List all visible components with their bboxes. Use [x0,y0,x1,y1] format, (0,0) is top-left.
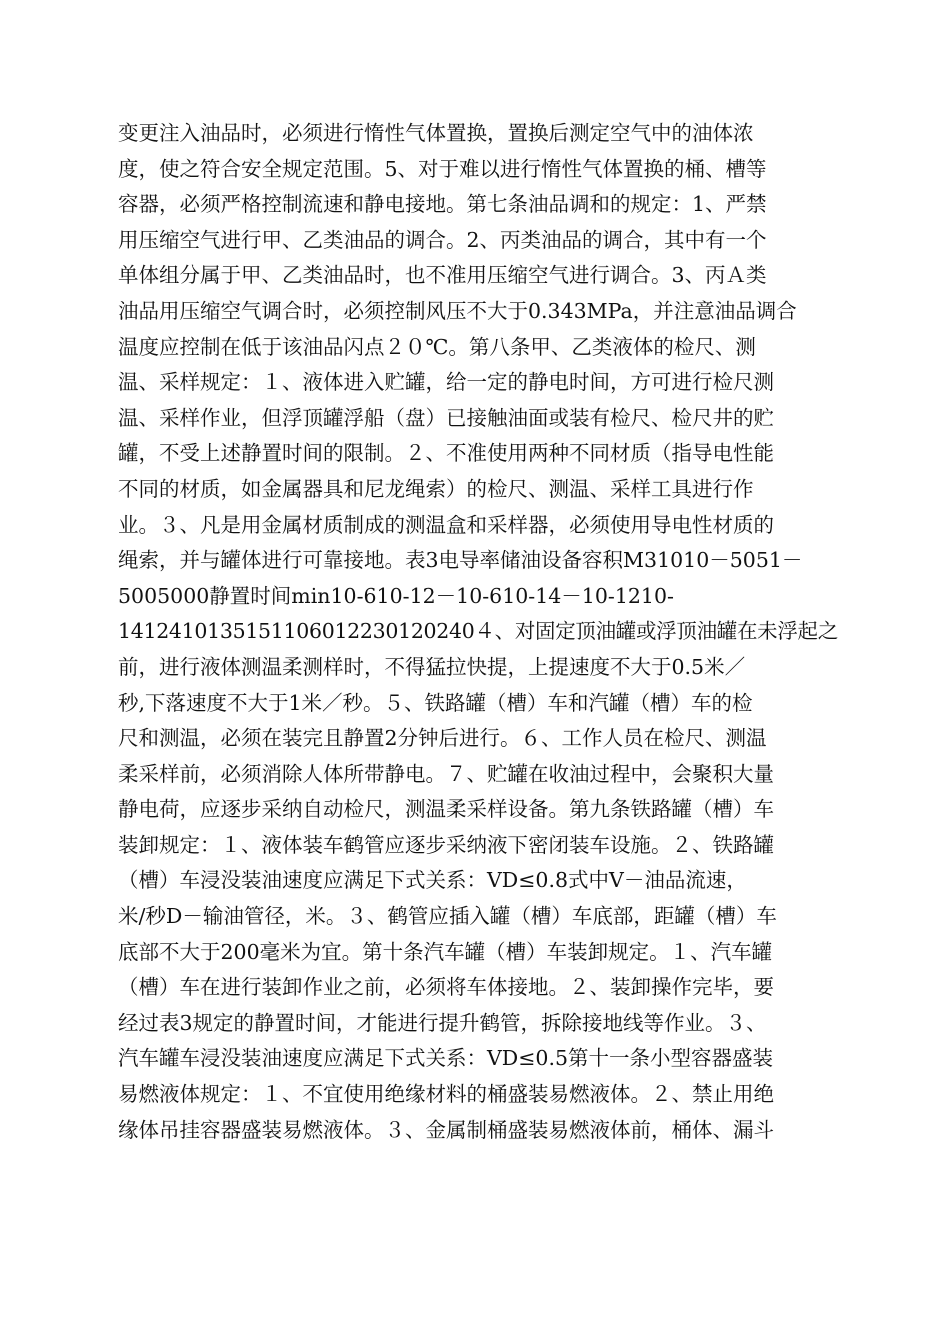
text-line: （槽）车浸没装油速度应满足下式关系：VD≤0.8式中V－油品流速， [118,868,747,893]
text-line: 缘体吊挂容器盛装易燃液体。３、金属制桶盛装易燃液体前，桶体、漏斗 [118,1117,774,1142]
text-line: 秒,下落速度不大于1米／秒。５、铁路罐（槽）车和汽罐（槽）车的检 [118,690,753,715]
text-line: 温、采样规定：１、液体进入贮罐，给一定的静电时间，方可进行检尺测 [118,370,774,395]
text-line: 变更注入油品时，必须进行惰性气体置换，置换后测定空气中的油体浓 [118,121,754,145]
text-line: 5005000静置时间min10-610-12－10-610-14－10-1210- [118,583,674,608]
text-line: 绳索，并与罐体进行可靠接地。表3电导率储油设备容积M31010－5051－ [118,548,803,573]
text-line: 前，进行液体测温柔测样时，不得猛拉快提，上提速度不大于0.5米／ [118,654,746,679]
text-line: 油品用压缩空气调合时，必须控制风压不大于0.343MPa，并注意油品调合 [118,298,797,323]
text-line: 易燃液体规定：１、不宜使用绝缘材料的桶盛装易燃液体。２、禁止用绝 [118,1082,774,1107]
text-line: 汽车罐车浸没装油速度应满足下式关系：VD≤0.5第十一条小型容器盛装 [118,1046,774,1071]
text-line: 尺和测温，必须在装完且静置2分钟后进行。６、工作人员在检尺、测温 [118,726,767,751]
text-line: 经过表3规定的静置时间，才能进行提升鹤管，拆除接地线等作业。３、 [118,1010,767,1035]
text-line: 度，使之符合安全规定范围。5、对于难以进行惰性气体置换的桶、槽等 [118,156,767,181]
text-line: 柔采样前，必须消除人体所带静电。７、贮罐在收油过程中，会聚积大量 [118,761,774,786]
text-line: 业。３、凡是用金属材质制成的测温盒和采样器，必须使用导电性材质的 [118,512,774,537]
text-line: 温、采样作业，但浮顶罐浮船（盘）已接触油面或装有检尺、检尺井的贮 [118,405,774,430]
text-line: 1412410135151106012230120240４、对固定顶油罐或浮顶油罐在未浮起之 [118,619,838,644]
text-line: （槽）车在进行装卸作业之前，必须将车体接地。２、装卸操作完毕，要 [118,975,774,1000]
body-text [118,116,838,1148]
text-line: 不同的材质，如金属器具和尼龙绳索）的检尺、测温、采样工具进行作 [118,476,754,501]
text-line: 静电荷，应逐步采纳自动检尺，测温柔采样设备。第九条铁路罐（槽）车 [118,797,774,822]
text-line: 单体组分属于甲、乙类油品时，也不准用压缩空气进行调合。3、丙Ａ类 [118,263,767,288]
text-line: 米/秒D－输油管径，米。３、鹤管应插入罐（槽）车底部，距罐（槽）车 [118,904,777,929]
text-line: 温度应控制在低于该油品闪点２０℃。第八条甲、乙类液体的检尺、测 [118,334,756,359]
text-line: 容器，必须严格控制流速和静电接地。第七条油品调和的规定：1、严禁 [118,192,767,217]
text-line: 罐，不受上述静置时间的限制。２、不准使用两种不同材质（指导电性能 [118,441,774,466]
text-line: 装卸规定：１、液体装车鹤管应逐步采纳液下密闭装车设施。２、铁路罐 [118,832,774,857]
text-line: 底部不大于200毫米为宜。第十条汽车罐（槽）车装卸规定。１、汽车罐 [118,939,773,964]
text-line: 用压缩空气进行甲、乙类油品的调合。2、丙类油品的调合，其中有一个 [118,227,767,252]
